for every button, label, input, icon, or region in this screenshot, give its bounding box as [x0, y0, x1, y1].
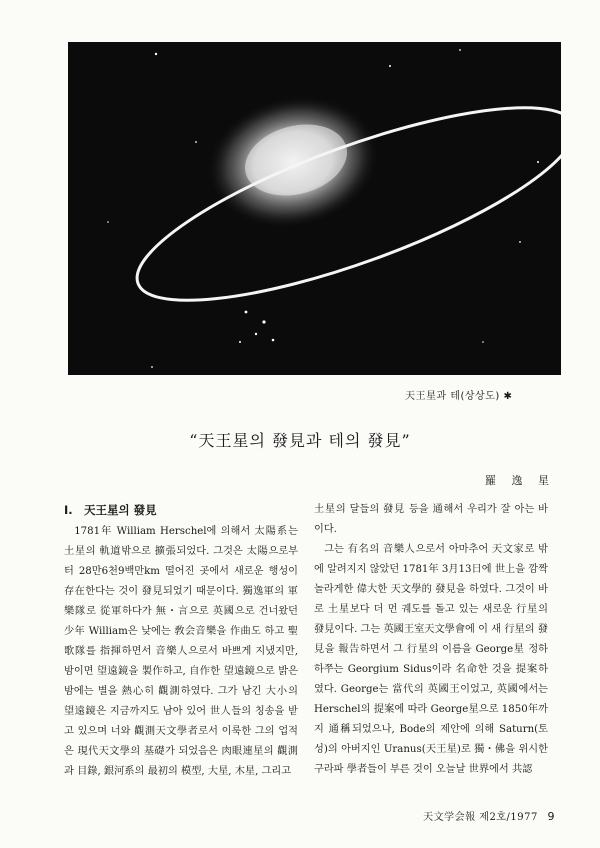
page-footer: [385, 808, 555, 823]
section-number: Ⅰ.: [64, 503, 73, 517]
article-title: “天王星의 發見과 테의 發見”: [189, 431, 411, 450]
journal-name: 天文学会報 제2호/1977: [423, 812, 538, 823]
body-paragraph: 1781年 William Herschel에 의해서 太陽系는 土星의 軌道밖으로 擴張되었다. 그것은 太陽으로부터 28만6천9백만km 떨어진 곳에서 새로운 행성이 存在한다는 것이 發見되었기 때문이다. 獨逸軍의 軍樂隊로 從軍하다가 無・言으로 英國으로 건너왔던 少年 William은 낮에는 敎会音樂을 作曲도 하고 聖歌隊를 指揮하면서 音樂人으로서 바쁘게 지냈지만, 밤이면 望遠鏡을 製作하고, 自作한 望遠鏡으로 밝은 밤에는 별을 熱心히 觀測하였다. 그가 남긴 大小의 望遠鏡은 지금까지도 남아 있어 世人들의 칭송을 받고 있으며 너와 觀測天文學者로서 이룩한 그의 업적은 現代天文學의 基礎가 되었음은 肉眼連星의 觀測과 目錄, 銀河系의 最初의 模型, 大星, 木星, 그리고: [64, 526, 298, 777]
section-title: 天王星의 發見: [84, 503, 157, 517]
right-column: [314, 500, 548, 780]
article-author: 羅 逸 星: [485, 474, 555, 487]
body-paragraph: 그는 有名의 音樂人으로서 아마추어 天文家로 밖에 알려지지 않았던 1781年 3月13日에 世上을 깜짝 놀라게한 偉大한 天文學的 發見을 하였다. 그것이 바로 土星보다 더 먼 궤도를 돌고 있는 새로운 行星의 發見이다. 그는 英國王室天文學會에 이 새 行星의 發見을 報告하면서 그 行星의 이름을 George星 정하하쭈는 Georgium Sidus이라 名命한 것을 提案하였다. George는 當代의 英國王이었고, 英國에서는 Herschel의 提案에 따라 George星으로 1850年까지 通稱되었으나, Bode의 제안에 의해 Saturn(토성)의 아버지인 Uranus(天王星)로 獨・佛을 위시한 구라파 學者들이 부른 것이 오늘날 世界에서 共認: [314, 544, 548, 775]
body-paragraph-continued: 土星의 달들의 發見 등을 通해서 우리가 잘 아는 바이다.: [314, 504, 548, 535]
uranus-ring-illustration: [68, 42, 561, 375]
figure-caption: 天王星과 테(상상도) ✱: [405, 391, 513, 402]
left-column: [64, 500, 298, 782]
planet-ring-drawing: [68, 42, 561, 375]
page-number: 9: [547, 810, 555, 823]
section-heading: [64, 500, 298, 520]
